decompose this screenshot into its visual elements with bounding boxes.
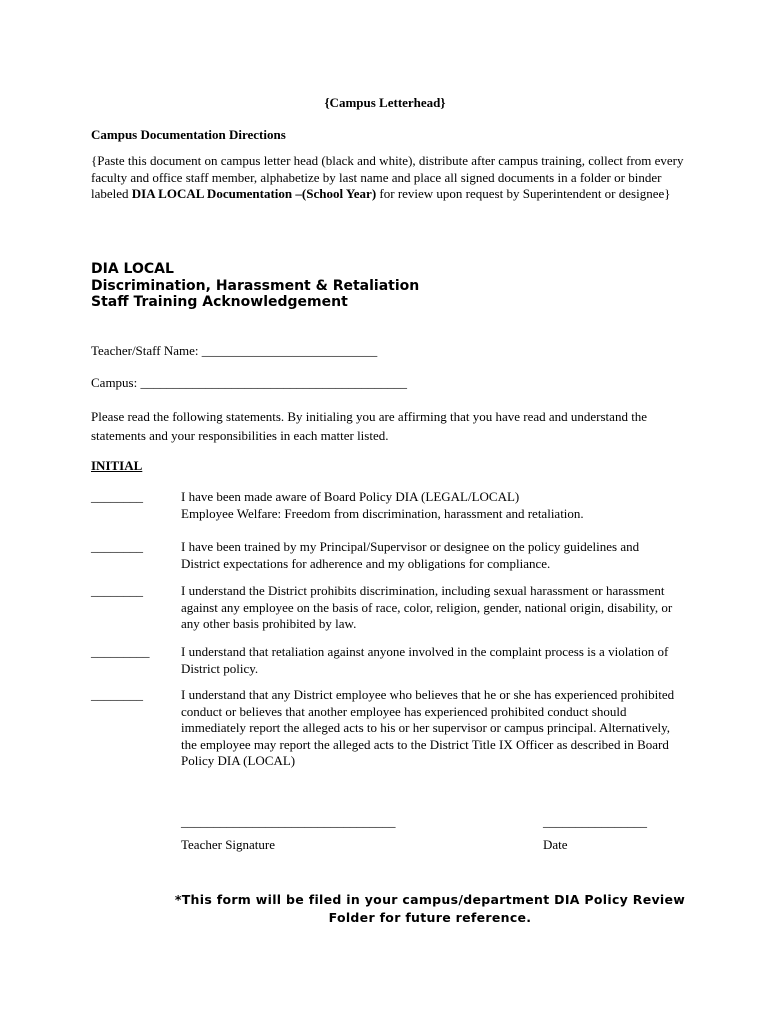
form-heading: [91, 261, 419, 311]
signature-label: Teacher Signature: [181, 837, 276, 852]
form-heading-line3: Staff Training Acknowledgement: [91, 294, 348, 310]
statement-item: I understand that retaliation against anyone involved in the complaint process is a violation of District policy.: [181, 644, 669, 676]
directions-title: Campus Documentation Directions: [91, 127, 286, 142]
initial-blank[interactable]: ________: [91, 583, 143, 598]
intro-paragraph: Please read the following statements. By initialing you are affirming that you have read and understand the statements and your responsibilities in each matter listed.: [91, 409, 648, 443]
staff-name-field[interactable]: Teacher/Staff Name: ___________________________: [91, 343, 378, 358]
directions-text-part2: for review upon request by Superintendent or designee}: [376, 186, 671, 201]
statement-line: I have been made aware of Board Policy DIA (LEGAL/LOCAL): [181, 489, 520, 504]
footer-note: *This form will be filed in your campus/department DIA Policy Review Folder for future reference.: [174, 892, 686, 925]
statement-item: I have been trained by my Principal/Supervisor or designee on the policy guidelines and District expectations for adherence and my obligations for compliance.: [181, 539, 640, 571]
statement-item: I understand the District prohibits discrimination, including sexual harassment or harassment against any employee on the basis of race, color, religion, gender, national origin, disability, or any other basis prohibited by law.: [181, 583, 673, 631]
initial-blank[interactable]: _________: [91, 644, 150, 659]
initial-column-label: INITIAL: [91, 458, 143, 473]
date-line[interactable]: ________________: [543, 814, 647, 829]
directions-text-bold: DIA LOCAL Documentation –(School Year): [131, 186, 377, 201]
initial-blank[interactable]: ________: [91, 687, 143, 702]
campus-field[interactable]: Campus: _________________________________________: [91, 375, 407, 390]
signature-line[interactable]: _________________________________: [181, 814, 396, 829]
statement-item: I understand that any District employee who believes that he or she has experienced prohibited conduct or believes that another employee has experienced prohibited conduct should immediately report the alleged acts to his or her supervisor or campus principal. Alternatively, the employee may report the alleged acts to the District Title IX Officer as described in Board Policy DIA (LOCAL): [181, 687, 675, 768]
directions-text-part1: {Paste this document on campus letter head (black and white), distribute after campus training, collect from every faculty and office staff member, alphabetize by last name and place all signed documents in a folder or binder labeled: [91, 153, 684, 201]
statement-line: Employee Welfare: Freedom from discrimination, harassment and retaliation.: [181, 505, 584, 521]
form-heading-line1: DIA LOCAL: [91, 261, 174, 277]
initial-blank[interactable]: ________: [91, 539, 143, 554]
statement-item: [181, 489, 681, 522]
letterhead-placeholder: {Campus Letterhead}: [324, 95, 446, 110]
directions-body: [91, 153, 691, 203]
initial-blank[interactable]: ________: [91, 489, 143, 504]
form-heading-line2: Discrimination, Harassment & Retaliation: [91, 277, 420, 294]
date-label: Date: [543, 837, 568, 852]
